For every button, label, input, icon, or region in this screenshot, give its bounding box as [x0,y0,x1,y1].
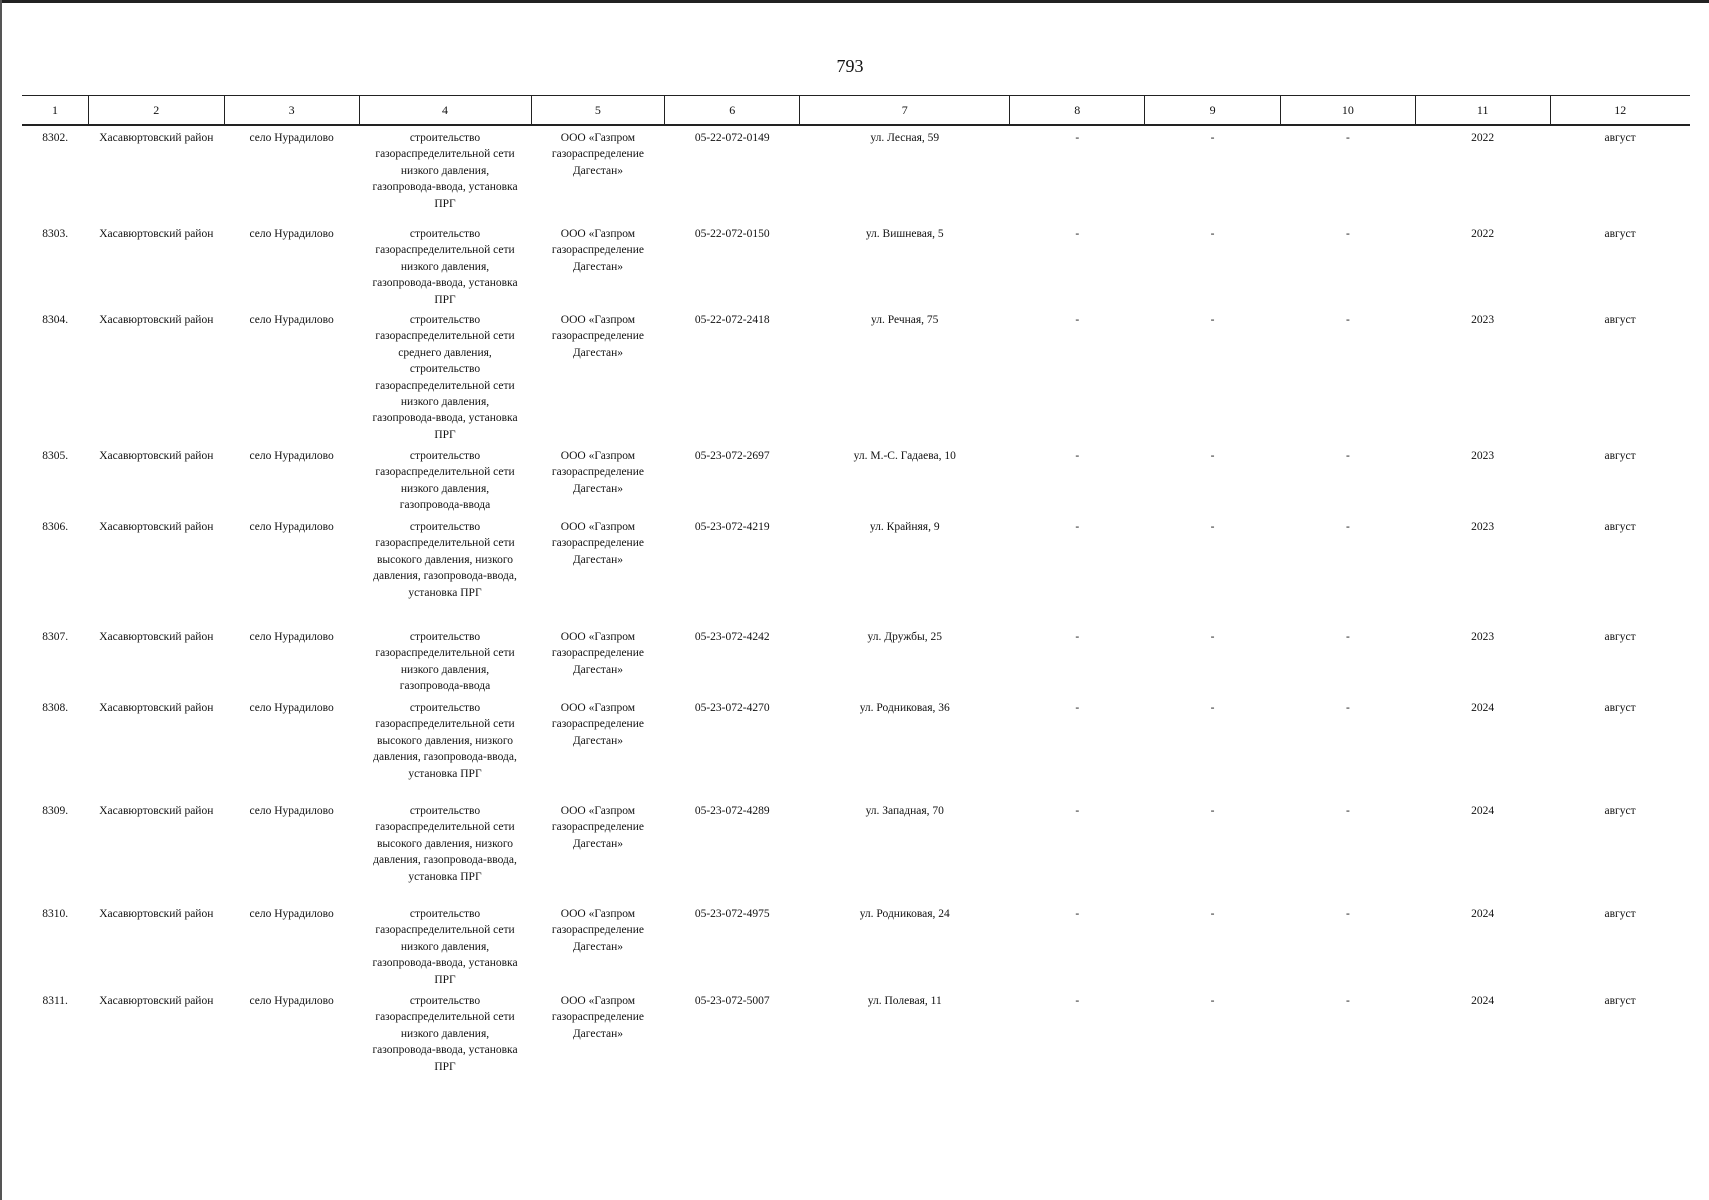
column-8-cell: - [1075,631,1080,644]
work-description-cell-line: высокого давления, низкого [377,837,514,850]
work-description-cell [359,902,531,989]
district-cell: Хасавюртовский район [99,132,214,144]
settlement-cell: село Нурадилово [249,132,334,144]
organization-cell-line: газораспределение [551,821,644,834]
work-description-cell-line: высокого давления, низкого [377,734,514,747]
table-row [22,902,1690,989]
address-cell: ул. Крайняя, 9 [869,521,940,534]
settlement-cell: село Нурадилово [249,995,334,1008]
work-description-cell-line: газораспределительной сети [375,244,515,257]
work-description-cell-line: газопровода-ввода, установка [372,957,518,970]
organization-cell-line: газораспределение [551,148,644,161]
year-cell: 2024 [1471,995,1495,1008]
column-header: 11 [1415,96,1550,126]
column-10-cell: - [1345,995,1350,1008]
organization-cell-line: ООО «Газпром [560,805,636,818]
column-header: 3 [224,96,359,126]
address-cell: ул. Лесная, 59 [870,132,940,144]
work-description-cell-line: ПРГ [434,293,456,306]
organization-cell-line: ООО «Газпром [560,995,636,1008]
column-9-cell: - [1210,314,1215,327]
left-border-rule [0,0,2,1200]
work-description-cell-line: газораспределительной сети [375,466,515,479]
column-header: 4 [359,96,531,126]
organization-cell [531,625,665,696]
organization-cell-line: Дагестан» [572,663,624,676]
address-cell: ул. Родниковая, 24 [859,908,950,921]
column-10-cell: - [1345,631,1350,644]
object-code-cell: 05-23-072-4975 [694,908,770,921]
work-description-cell-line: ПРГ [434,973,456,986]
work-description-cell-line: строительство [409,631,481,644]
table-row [22,696,1690,799]
column-header: 12 [1550,96,1690,126]
month-cell: август [1604,805,1636,818]
district-cell: Хасавюртовский район [99,314,214,327]
organization-cell-line: газораспределение [551,537,644,550]
organization-cell-line: газораспределение [551,466,644,479]
organization-cell [531,799,665,902]
work-description-cell-line: газопровода-ввода [399,680,491,693]
address-cell: ул. Западная, 70 [865,805,944,818]
work-description-cell-line: газопровода-ввода, установка [372,181,518,194]
object-code-cell: 05-22-072-0150 [694,228,770,240]
settlement-cell: село Нурадилово [249,314,334,327]
work-description-cell-line: среднего давления, [398,346,492,359]
work-description-cell-line: строительство [409,805,481,818]
organization-cell [531,696,665,799]
column-header: 9 [1145,96,1281,126]
column-8-cell: - [1075,702,1080,715]
address-cell: ул. Дружбы, 25 [867,631,942,644]
object-code-cell: 05-23-072-4289 [694,805,770,818]
object-code-cell: 05-22-072-2418 [694,314,770,327]
row-number: 8309. [42,805,69,818]
settlement-cell: село Нурадилово [249,702,334,715]
work-description-cell-line: строительство [409,228,481,240]
work-description-cell [359,625,531,696]
organization-cell-line: газораспределение [551,244,644,257]
organization-cell-line: газораспределение [551,330,644,343]
top-border-rule [0,0,1709,3]
object-code-cell: 05-23-072-2697 [694,450,770,463]
work-description-cell-line: строительство [409,314,481,327]
month-cell: август [1604,631,1636,644]
column-8-cell: - [1075,132,1080,144]
column-9-cell: - [1210,702,1215,715]
year-cell: 2023 [1471,450,1495,463]
work-description-cell-line: газораспределительной сети [375,148,515,161]
column-10-cell: - [1345,228,1350,240]
column-header: 1 [22,96,88,126]
work-description-cell-line: газопровода-ввода, установка [372,412,518,425]
column-header: 8 [1010,96,1145,126]
column-10-cell: - [1345,702,1350,715]
month-cell: август [1604,702,1636,715]
table-row [22,444,1690,515]
work-description-cell [359,222,531,308]
address-cell: ул. Полевая, 11 [867,995,942,1008]
address-cell: ул. Речная, 75 [871,314,939,327]
table-row [22,222,1690,308]
row-number: 8308. [42,702,69,715]
work-description-cell-line: газораспределительной сети [375,330,515,343]
organization-cell-line: Дагестан» [572,482,624,495]
organization-cell [531,989,665,1089]
column-header: 10 [1280,96,1415,126]
organization-cell-line: ООО «Газпром [560,314,636,327]
column-header: 7 [800,96,1010,126]
column-8-cell: - [1075,908,1080,921]
district-cell: Хасавюртовский район [99,908,214,921]
organization-cell [531,222,665,308]
organization-cell-line: ООО «Газпром [560,132,636,144]
row-number: 8304. [42,314,69,327]
organization-cell-line: Дагестан» [572,260,624,273]
month-cell: август [1604,450,1636,463]
column-header: 2 [88,96,224,126]
organization-cell-line: Дагестан» [572,734,624,747]
month-cell: август [1604,908,1636,921]
work-description-cell [359,125,531,222]
row-number: 8306. [42,521,69,534]
address-cell: ул. Вишневая, 5 [865,228,944,240]
column-9-cell: - [1210,631,1215,644]
year-cell: 2023 [1471,521,1495,534]
district-cell: Хасавюртовский район [99,228,214,240]
work-description-cell [359,444,531,515]
row-number: 8311. [42,995,68,1008]
work-description-cell-line: ПРГ [434,1060,456,1073]
work-description-cell [359,989,531,1089]
header-row [22,96,1690,126]
work-description-cell [359,515,531,625]
work-description-cell-line: строительство [409,450,481,463]
table-row [22,515,1690,625]
work-description-cell [359,696,531,799]
object-code-cell: 05-22-072-0149 [694,132,770,144]
work-description-cell-line: ПРГ [434,197,456,210]
work-description-cell-line: установка ПРГ [408,767,482,780]
organization-cell-line: Дагестан» [572,837,624,850]
organization-cell [531,902,665,989]
column-8-cell: - [1075,995,1080,1008]
column-10-cell: - [1345,132,1350,144]
work-description-cell-line: газопровода-ввода, установка [372,277,518,290]
column-9-cell: - [1210,995,1215,1008]
object-code-cell: 05-23-072-4242 [694,631,770,644]
page-number: 793 [836,56,864,76]
work-description-cell-line: строительство [409,521,481,534]
organization-cell [531,125,665,222]
organization-cell [531,515,665,625]
organization-cell-line: Дагестан» [572,1027,624,1040]
year-cell: 2022 [1471,228,1495,240]
settlement-cell: село Нурадилово [249,228,334,240]
year-cell: 2023 [1471,631,1495,644]
address-cell: ул. М.-С. Гадаева, 10 [853,450,956,463]
work-description-cell-line: давления, газопровода-ввода, [373,570,517,583]
work-description-cell-line: газопровода-ввода, установка [372,1044,518,1057]
month-cell: август [1604,132,1636,144]
column-8-cell: - [1075,314,1080,327]
work-description-cell-line: газораспределительной сети [375,537,515,550]
column-10-cell: - [1345,314,1350,327]
organization-cell-line: ООО «Газпром [560,450,636,463]
organization-cell-line: Дагестан» [572,164,624,177]
column-10-cell: - [1345,908,1350,921]
address-cell: ул. Родниковая, 36 [859,702,950,715]
year-cell: 2024 [1471,702,1495,715]
district-cell: Хасавюртовский район [99,702,214,715]
work-description-cell-line: давления, газопровода-ввода, [373,854,517,867]
object-code-cell: 05-23-072-4270 [694,702,770,715]
work-description-cell-line: строительство [409,363,481,376]
district-cell: Хасавюртовский район [99,450,214,463]
work-description-cell-line: установка ПРГ [408,870,482,883]
work-description-cell-line: газораспределительной сети [375,924,515,937]
organization-cell [531,308,665,444]
column-10-cell: - [1345,521,1350,534]
row-number: 8302. [42,132,69,144]
work-description-cell-line: низкого давления, [400,482,490,495]
year-cell: 2022 [1471,132,1495,144]
work-description-cell-line: низкого давления, [400,164,490,177]
work-description-cell-line: строительство [409,702,481,715]
column-9-cell: - [1210,805,1215,818]
table-row [22,799,1690,902]
organization-cell-line: газораспределение [551,1011,644,1024]
work-description-cell-line: давления, газопровода-ввода, [373,751,517,764]
work-description-cell-line: газораспределительной сети [375,718,515,731]
row-number: 8307. [42,631,69,644]
work-description-cell-line: ПРГ [434,428,456,441]
work-description-cell-line: низкого давления, [400,396,490,409]
organization-cell-line: Дагестан» [572,553,624,566]
object-code-cell: 05-23-072-5007 [694,995,770,1008]
work-description-cell-line: строительство [409,995,481,1008]
organization-cell-line: газораспределение [551,924,644,937]
settlement-cell: село Нурадилово [249,631,334,644]
object-code-cell: 05-23-072-4219 [694,521,770,534]
row-number: 8310. [42,908,69,921]
month-cell: август [1604,521,1636,534]
year-cell: 2024 [1471,805,1495,818]
work-description-cell-line: газораспределительной сети [375,821,515,834]
work-description-cell-line: низкого давления, [400,1027,490,1040]
settlement-cell: село Нурадилово [249,521,334,534]
row-number: 8305. [42,450,69,463]
organization-cell-line: газораспределение [551,647,644,660]
work-description-cell-line: низкого давления, [400,663,490,676]
settlement-cell: село Нурадилово [249,805,334,818]
district-cell: Хасавюртовский район [99,995,214,1008]
month-cell: август [1604,995,1636,1008]
document-table [22,95,1690,1089]
column-8-cell: - [1075,450,1080,463]
settlement-cell: село Нурадилово [249,908,334,921]
organization-cell-line: газораспределение [551,718,644,731]
district-cell: Хасавюртовский район [99,631,214,644]
column-8-cell: - [1075,805,1080,818]
table-row [22,989,1690,1089]
column-8-cell: - [1075,521,1080,534]
organization-cell-line: Дагестан» [572,940,624,953]
year-cell: 2023 [1471,314,1495,327]
column-8-cell: - [1075,228,1080,240]
table-row [22,125,1690,222]
column-9-cell: - [1210,228,1215,240]
month-cell: август [1604,228,1636,240]
month-cell: август [1604,314,1636,327]
work-description-cell-line: строительство [409,132,481,144]
organization-cell-line: Дагестан» [572,346,624,359]
work-description-cell [359,799,531,902]
work-description-cell-line: строительство [409,908,481,921]
work-description-cell-line: газораспределительной сети [375,379,515,392]
work-description-cell-line: высокого давления, низкого [377,553,514,566]
column-header: 5 [531,96,665,126]
year-cell: 2024 [1471,908,1495,921]
work-description-cell-line: газопровода-ввода [399,499,491,512]
organization-cell-line: ООО «Газпром [560,521,636,534]
organization-cell-line: ООО «Газпром [560,631,636,644]
organization-cell-line: ООО «Газпром [560,702,636,715]
work-description-cell [359,308,531,444]
organization-cell-line: ООО «Газпром [560,908,636,921]
column-10-cell: - [1345,450,1350,463]
work-description-cell-line: установка ПРГ [408,586,482,599]
organization-cell [531,444,665,515]
column-9-cell: - [1210,450,1215,463]
district-cell: Хасавюртовский район [99,805,214,818]
settlement-cell: село Нурадилово [249,450,334,463]
column-9-cell: - [1210,132,1215,144]
work-description-cell-line: низкого давления, [400,940,490,953]
table-row [22,308,1690,444]
column-9-cell: - [1210,908,1215,921]
work-description-cell-line: газораспределительной сети [375,1011,515,1024]
district-cell: Хасавюртовский район [99,521,214,534]
table-row [22,625,1690,696]
work-description-cell-line: газораспределительной сети [375,647,515,660]
column-10-cell: - [1345,805,1350,818]
column-9-cell: - [1210,521,1215,534]
organization-cell-line: ООО «Газпром [560,228,636,240]
table-body [22,125,1690,1089]
column-header: 6 [665,96,800,126]
row-number: 8303. [42,228,69,240]
work-description-cell-line: низкого давления, [400,260,490,273]
